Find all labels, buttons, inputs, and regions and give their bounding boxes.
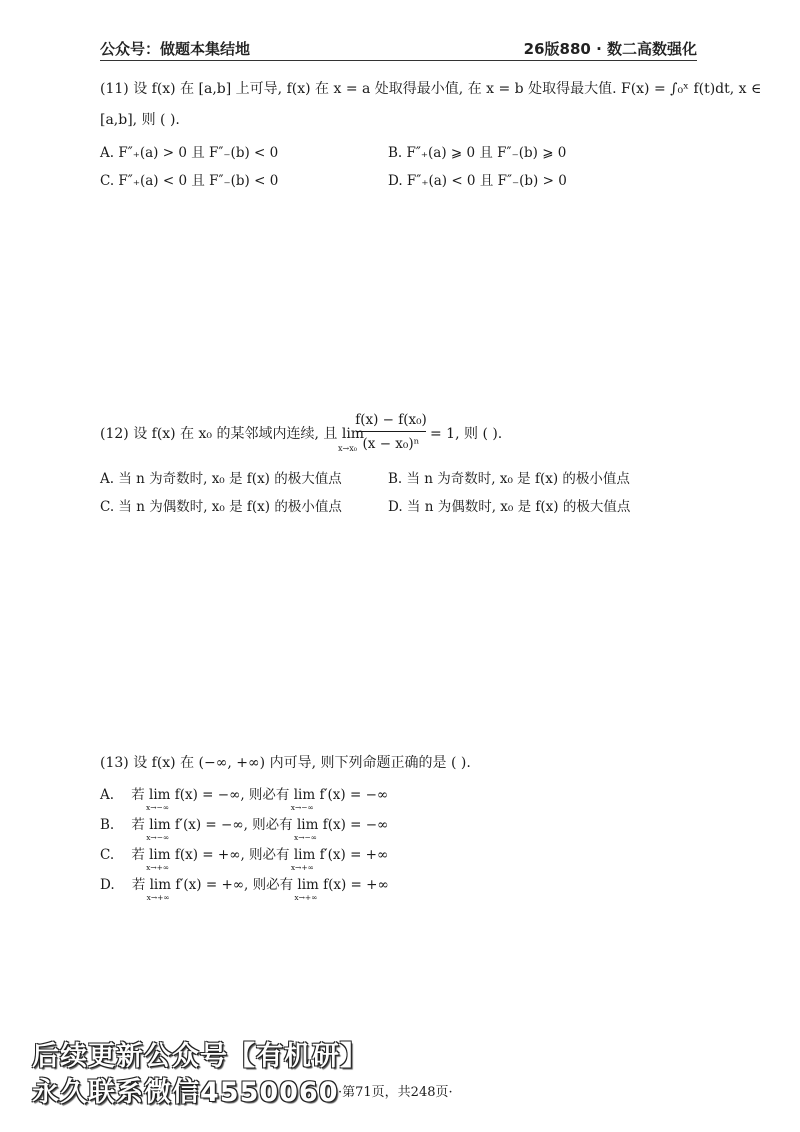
q13-option-label: C.: [100, 847, 115, 863]
q13-option-expr1: f(x) = −∞, 则必有: [174, 787, 290, 803]
q13-option-a: [100, 786, 389, 812]
q12-stem-prefix: (12) 设 f(x) 在 x₀ 的某邻域内连续, 且 lim: [100, 426, 365, 442]
lim-subscript: x→+∞: [146, 863, 170, 872]
q13-option-pre: 若: [131, 787, 145, 803]
q13-option-label: B.: [100, 817, 115, 833]
q13-option-expr2: f′(x) = −∞: [319, 787, 389, 803]
q13-stem: (13) 设 f(x) 在 (−∞, +∞) 内可导, 则下列命题正确的是 ( ).: [100, 755, 471, 771]
q12-fraction-denominator: (x − x₀)ⁿ: [362, 436, 420, 452]
lim-word: lim: [149, 847, 171, 863]
lim-word: lim: [297, 877, 319, 893]
lim-subscript: x→+∞: [146, 893, 170, 902]
lim-subscript: x→−∞: [290, 803, 314, 812]
lim-subscript: x→−∞: [146, 833, 170, 842]
lim-subscript: x→+∞: [294, 893, 318, 902]
q11-option-d: D. F″₊(a) < 0 且 F″₋(b) > 0: [388, 173, 567, 189]
q13-option-pre: 若: [131, 847, 145, 863]
q13-option-c: [100, 846, 389, 872]
watermark-line-1: 后续更新公众号【有机研】: [32, 1041, 368, 1072]
q13-option-d: [100, 876, 389, 902]
lim-word: lim: [149, 787, 171, 803]
lim-subscript: x→+∞: [290, 863, 314, 872]
q13-option-pre: 若: [131, 817, 145, 833]
q12-option-d: D. 当 n 为偶数时, x₀ 是 f(x) 的极大值点: [388, 499, 631, 515]
watermark-line-2: 永久联系微信4550060: [32, 1077, 339, 1108]
lim-subscript: x→−∞: [146, 803, 170, 812]
q12-option-a: A. 当 n 为奇数时, x₀ 是 f(x) 的极大值点: [100, 471, 342, 487]
q13-option-b: [100, 816, 389, 842]
header-left-text: 公众号：做题本集结地: [100, 40, 251, 58]
q12-fraction-numerator: f(x) − f(x₀): [355, 412, 427, 428]
lim-subscript: x→−∞: [293, 833, 318, 842]
q11-option-c: C. F″₊(a) < 0 且 F″₋(b) < 0: [100, 173, 279, 189]
q13-option-label: D.: [100, 877, 115, 893]
page-number-footer: ·第71页，共248页·: [338, 1085, 453, 1100]
q12-option-c: C. 当 n 为偶数时, x₀ 是 f(x) 的极小值点: [100, 499, 342, 515]
q11-option-b: B. F″₊(a) ⩾ 0 且 F″₋(b) ⩾ 0: [388, 145, 567, 161]
q13-option-expr2: f′(x) = +∞: [319, 847, 389, 863]
lim-word: lim: [296, 817, 319, 833]
q12-lim-subscript: x→x₀: [338, 444, 357, 453]
header-rule: [100, 60, 697, 61]
q13-option-label: A.: [100, 787, 115, 803]
q11-stem-line1: (11) 设 f(x) 在 [a,b] 上可导, f(x) 在 x = a 处取得最小值, 在 x = b 处取得最大值. F(x) = ∫₀ˣ f(t)dt, x ∈: [100, 81, 762, 97]
q12-option-b: B. 当 n 为奇数时, x₀ 是 f(x) 的极小值点: [388, 471, 630, 487]
lim-word: lim: [149, 877, 172, 893]
q12-stem-suffix: = 1, 则 ( ).: [430, 426, 503, 442]
q12-fraction-bar: [356, 431, 426, 432]
lim-word: lim: [293, 847, 316, 863]
q13-option-expr2: f(x) = +∞: [323, 877, 389, 893]
q13-option-expr1: f(x) = +∞, 则必有: [174, 847, 290, 863]
lim-word: lim: [293, 787, 316, 803]
q11-option-a: A. F″₊(a) > 0 且 F″₋(b) < 0: [100, 145, 279, 161]
q13-option-expr1: f′(x) = +∞, 则必有: [175, 877, 294, 893]
lim-word: lim: [149, 817, 171, 833]
q13-option-pre: 若: [131, 877, 146, 893]
q13-option-expr2: f(x) = −∞: [322, 817, 389, 833]
header-right-text: 26版880 · 数二高数强化: [523, 40, 697, 58]
q13-option-expr1: f′(x) = −∞, 则必有: [174, 817, 293, 833]
q11-stem-line2: [a,b], 则 ( ).: [100, 112, 180, 128]
